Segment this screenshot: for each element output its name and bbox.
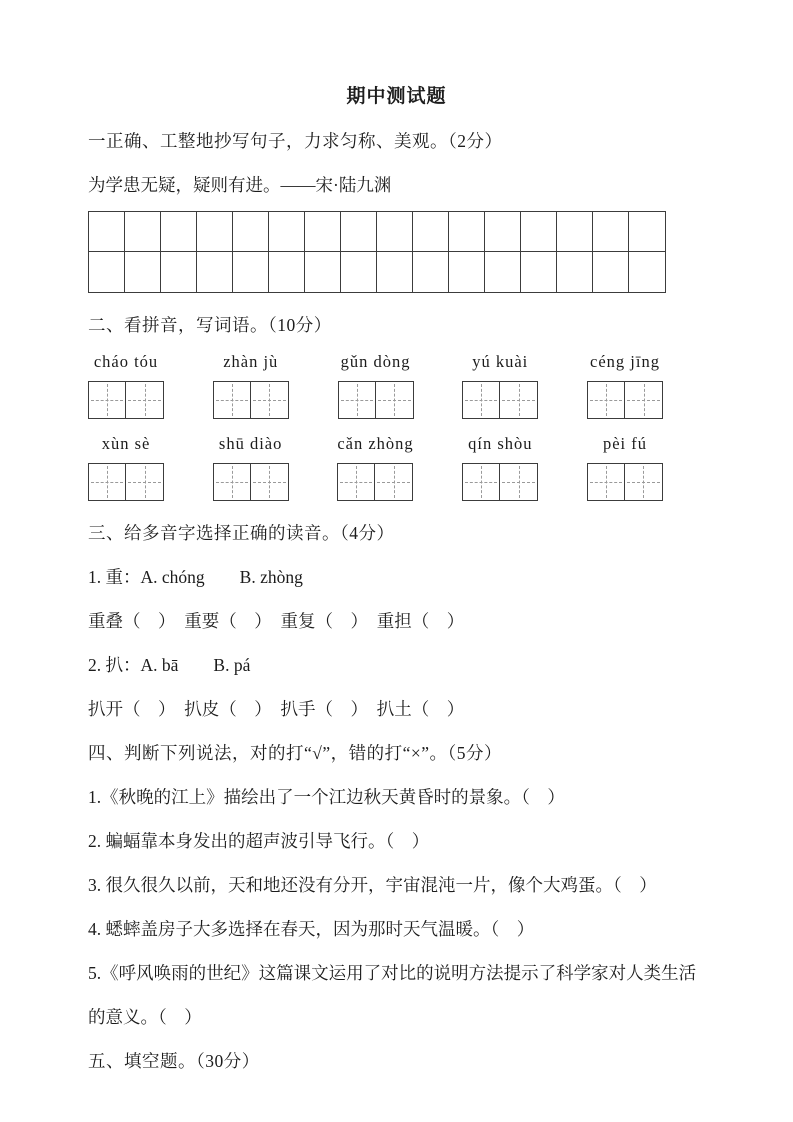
tian-cell (89, 464, 126, 500)
copy-cell (161, 252, 197, 292)
pinyin-writing-grid (587, 381, 663, 419)
tian-cell (588, 382, 625, 418)
pinyin-word-item (338, 347, 414, 419)
judge-statement-2: 2. 蝙蝠靠本身发出的超声波引导飞行。（ ） (88, 831, 430, 851)
pinyin-label: gǔn dòng (340, 352, 411, 371)
section-polyphonic (88, 511, 705, 731)
copy-cell (197, 212, 233, 252)
tian-cell (463, 464, 500, 500)
tian-cell (251, 382, 288, 418)
pinyin-word-item (213, 347, 289, 419)
judge-statement-4: 4. 蟋蟀盖房子大多选择在春天，因为那时天气温暖。（ ） (88, 919, 535, 939)
copy-cell (233, 252, 269, 292)
pinyin-word-item (213, 429, 289, 501)
tian-cell (376, 382, 413, 418)
pinyin-writing-grid (88, 381, 164, 419)
tian-cell (251, 464, 288, 500)
tian-cell (214, 382, 251, 418)
copy-cell (341, 252, 377, 292)
copy-cell (449, 252, 485, 292)
pinyin-writing-grid (88, 463, 164, 501)
polyphonic-prompt-2: 2. 扒：A. bā B. pá (88, 655, 251, 675)
pinyin-label: yú kuài (472, 352, 529, 371)
pinyin-label: shū diào (218, 434, 283, 453)
copy-cell (521, 252, 557, 292)
section-copy-sentence (88, 119, 705, 293)
pinyin-word-item (462, 347, 538, 419)
pinyin-label: xùn sè (101, 434, 151, 453)
copy-cell (89, 212, 125, 252)
copy-cell (557, 212, 593, 252)
copy-cell (125, 212, 161, 252)
tian-cell (500, 382, 537, 418)
copy-cell (305, 212, 341, 252)
tian-cell (126, 464, 163, 500)
section1-heading: 一正确、工整地抄写句子，力求匀称、美观。（2分） (88, 131, 503, 151)
pinyin-word-item (88, 429, 164, 501)
copy-cell (521, 212, 557, 252)
copy-cell (449, 212, 485, 252)
page-title: 期中测试题 (346, 86, 447, 107)
polyphonic-prompt-1: 1. 重：A. chóng B. zhòng (88, 567, 303, 587)
copy-cell (341, 212, 377, 252)
section-pinyin-words (88, 303, 705, 501)
pinyin-label: qín shòu (468, 434, 533, 453)
tian-cell (214, 464, 251, 500)
copy-cell (377, 212, 413, 252)
tian-cell (339, 382, 376, 418)
copy-cell (305, 252, 341, 292)
section5-heading: 五、填空题。（30分） (88, 1051, 260, 1071)
copy-cell (161, 212, 197, 252)
copy-cell (89, 252, 125, 292)
tian-cell (500, 464, 537, 500)
pinyin-word-item (587, 429, 663, 501)
copy-writing-grid (88, 211, 666, 293)
pinyin-label: cǎn zhòng (337, 434, 414, 453)
section-true-false (88, 731, 705, 1039)
copy-cell (197, 252, 233, 292)
copy-cell (269, 212, 305, 252)
tian-cell (625, 464, 662, 500)
pinyin-word-item (587, 347, 663, 419)
pinyin-writing-grid (462, 463, 538, 501)
tian-cell (625, 382, 662, 418)
pinyin-label: cháo tóu (93, 352, 159, 371)
polyphonic-answers-1: 重叠（ ） 重要（ ） 重复（ ） 重担（ ） (88, 611, 465, 631)
copy-cell (593, 252, 629, 292)
pinyin-label: zhàn jù (223, 352, 279, 371)
copy-cell (629, 212, 665, 252)
copy-cell (557, 252, 593, 292)
pinyin-word-item (337, 429, 413, 501)
copy-cell (485, 252, 521, 292)
copy-cell (413, 252, 449, 292)
polyphonic-answers-2: 扒开（ ） 扒皮（ ） 扒手（ ） 扒土（ ） (88, 699, 465, 719)
section-fill-blanks (88, 1039, 705, 1083)
pinyin-writing-grid (462, 381, 538, 419)
pinyin-writing-grid (337, 463, 413, 501)
copy-cell (233, 212, 269, 252)
section2-heading: 二、看拼音，写词语。（10分） (88, 315, 332, 335)
judge-statement-3: 3. 很久很久以前，天和地还没有分开，宇宙混沌一片，像个大鸡蛋。（ ） (88, 875, 657, 895)
pinyin-word-item (462, 429, 538, 501)
judge-statement-5: 5.《呼风唤雨的世纪》这篇课文运用了对比的说明方法提示了科学家对人类生活的意义。（ ） (88, 963, 697, 1027)
copy-cell (125, 252, 161, 292)
copy-cell (413, 212, 449, 252)
pinyin-writing-grid (338, 381, 414, 419)
copy-cell (485, 212, 521, 252)
pinyin-writing-grid (213, 381, 289, 419)
copy-cell (629, 252, 665, 292)
copy-cell (593, 212, 629, 252)
section3-heading: 三、给多音字选择正确的读音。（4分） (88, 523, 395, 543)
copy-cell (377, 252, 413, 292)
pinyin-writing-grid (213, 463, 289, 501)
copy-quote: 为学患无疑，疑则有进。——宋·陆九渊 (88, 175, 392, 195)
pinyin-writing-grid (587, 463, 663, 501)
pinyin-row-2 (88, 429, 663, 501)
tian-cell (89, 382, 126, 418)
tian-cell (375, 464, 412, 500)
pinyin-row-1 (88, 347, 663, 419)
tian-cell (338, 464, 375, 500)
pinyin-label: pèi fú (602, 434, 647, 453)
section4-heading: 四、判断下列说法，对的打“√”，错的打“×”。（5分） (88, 743, 503, 763)
pinyin-label: céng jīng (590, 352, 660, 371)
copy-cell (269, 252, 305, 292)
pinyin-word-item (88, 347, 164, 419)
tian-cell (463, 382, 500, 418)
judge-statement-1: 1.《秋晚的江上》描绘出了一个江边秋天黄昏时的景象。（ ） (88, 787, 565, 807)
tian-cell (126, 382, 163, 418)
tian-cell (588, 464, 625, 500)
